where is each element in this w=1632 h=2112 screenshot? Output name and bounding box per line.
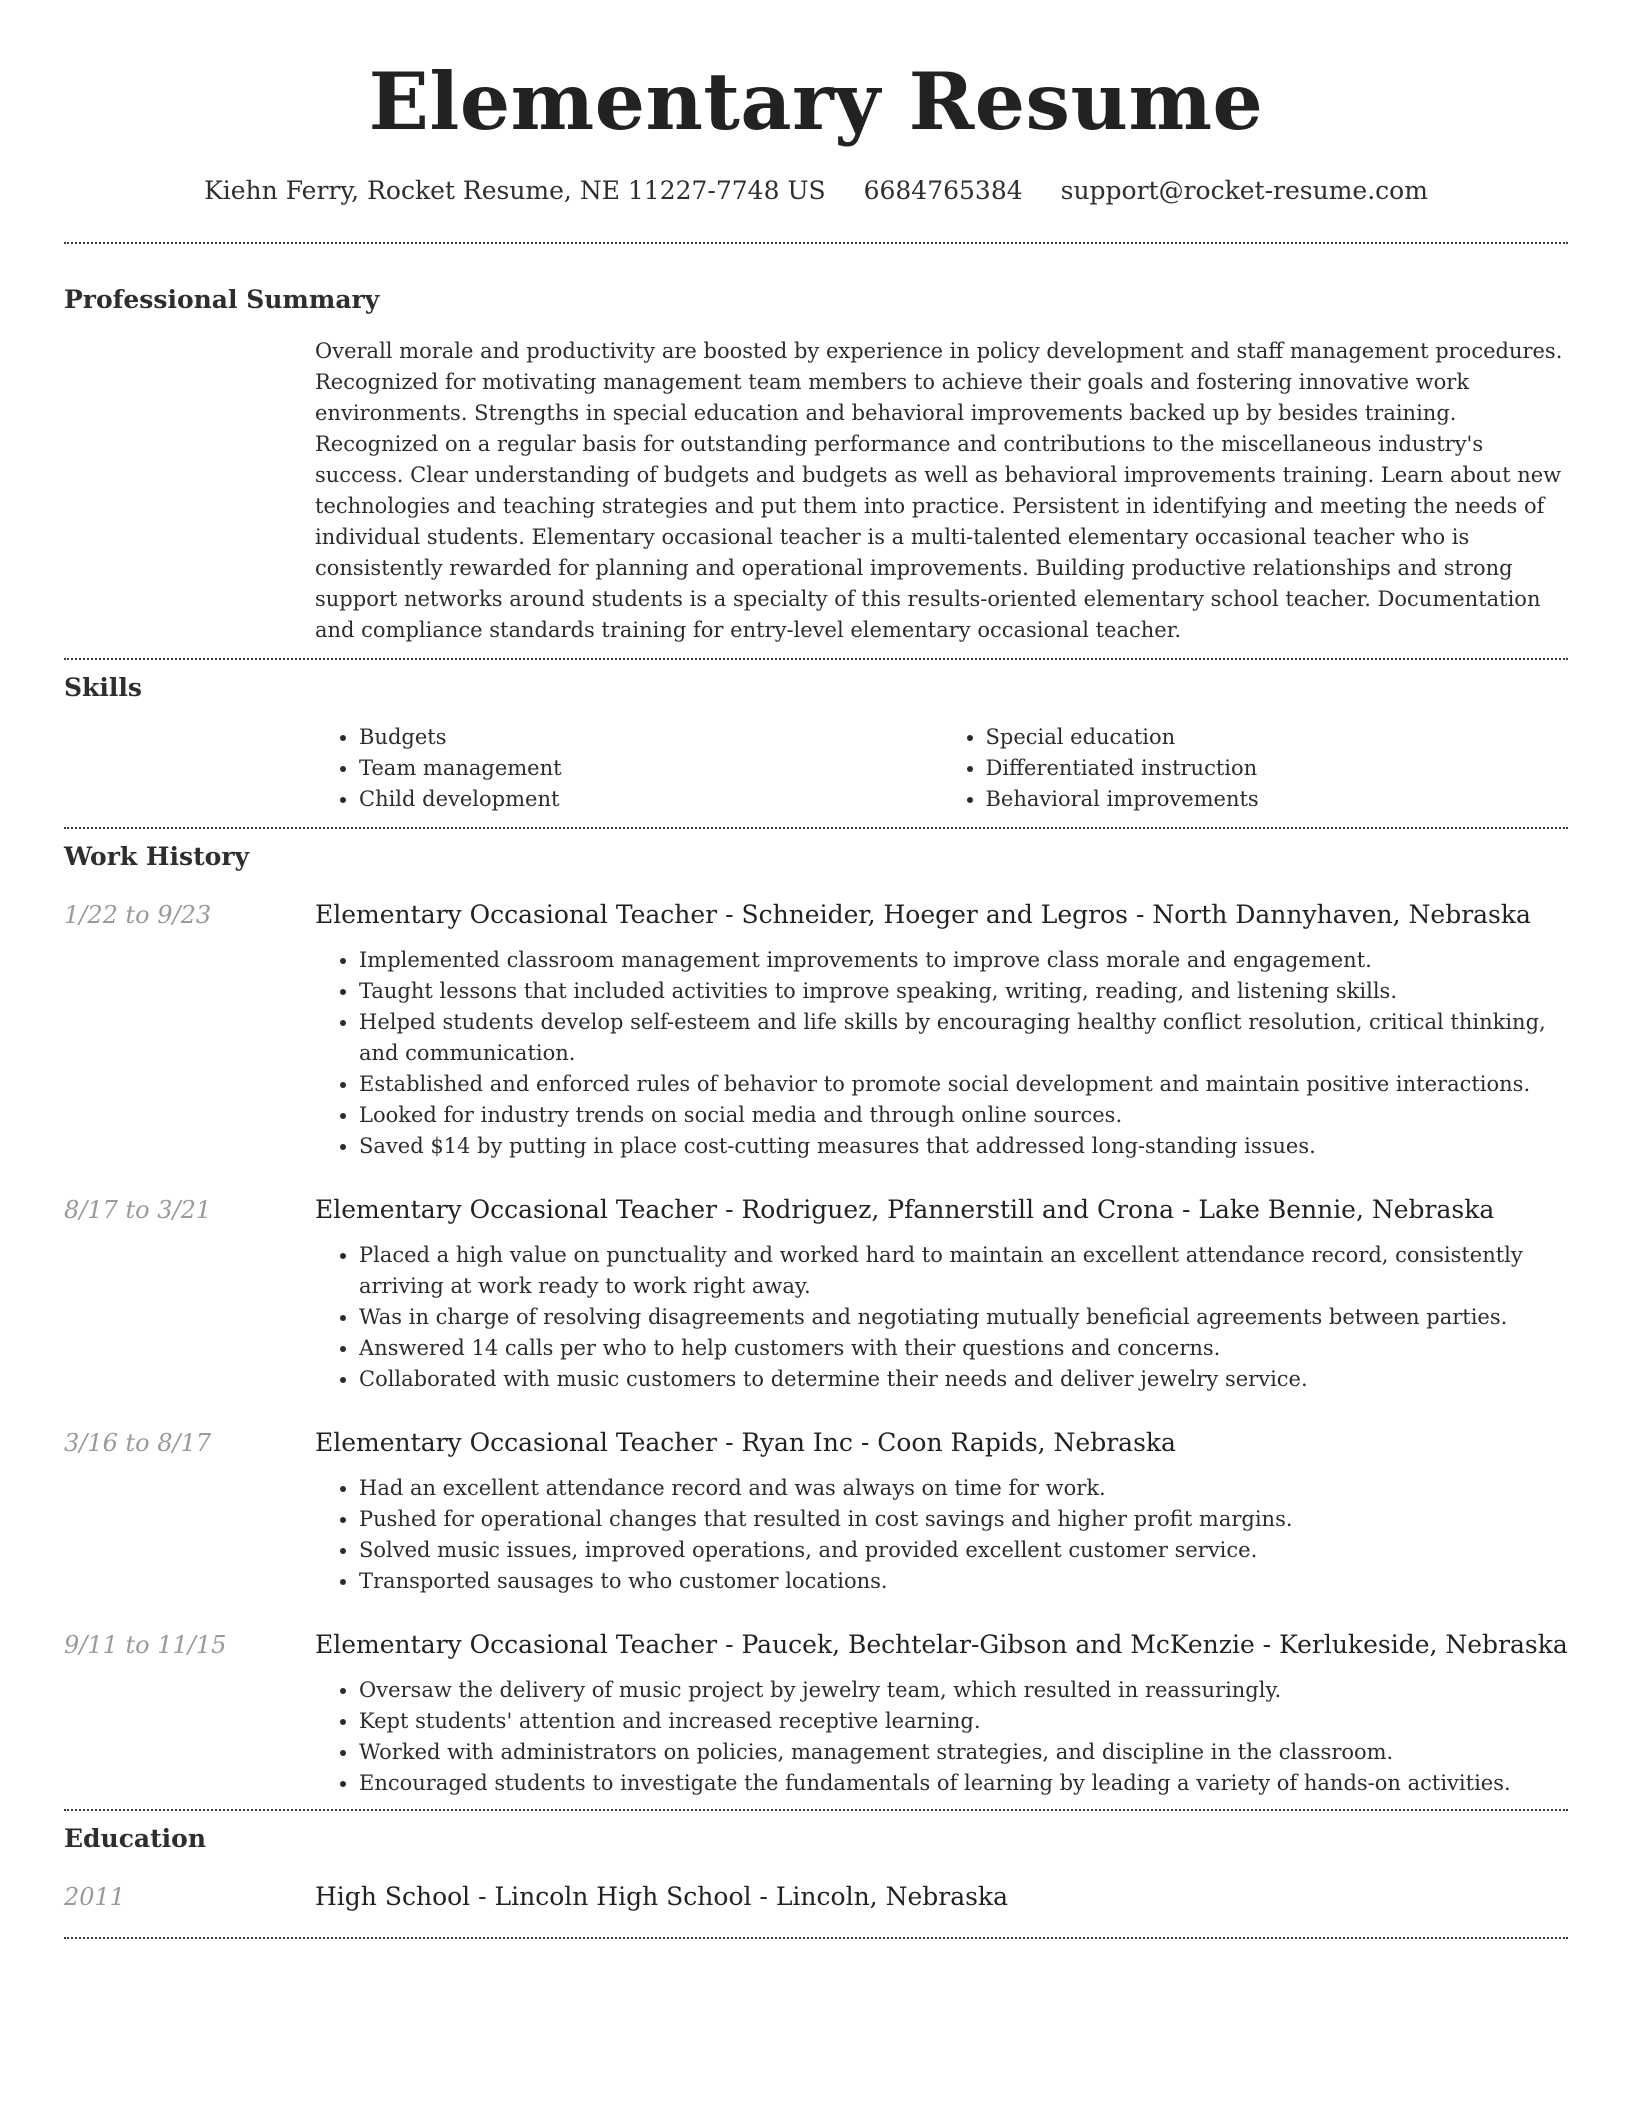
- education-title: High School - Lincoln High School - Lincoln, Nebraska: [315, 1882, 1008, 1911]
- skill-item: • Behavioral improvements: [986, 784, 1569, 815]
- education-entry: [64, 1881, 1568, 1913]
- contact-phone: 6684765384: [863, 176, 1023, 205]
- job-date: 9/11 to 11/15: [64, 1631, 227, 1659]
- job-title: Elementary Occasional Teacher - Paucek, Bechtelar-Gibson and McKenzie - Kerlukeside, Nebraska: [315, 1630, 1568, 1659]
- job-bullet: • Placed a high value on punctuality and worked hard to maintain an excellent attendance record, consistently arriving at work ready to work right away.: [359, 1240, 1568, 1302]
- job-title: Elementary Occasional Teacher - Rodriguez, Pfannerstill and Crona - Lake Bennie, Nebraska: [315, 1195, 1495, 1224]
- education-section: [64, 1811, 1568, 1913]
- job-entry: [64, 1427, 1568, 1609]
- job-bullet: • Implemented classroom management improvements to improve class morale and engagement.: [359, 945, 1568, 976]
- job-bullets: [315, 945, 1568, 1162]
- job-bullet: • Looked for industry trends on social media and through online sources.: [359, 1100, 1568, 1131]
- job-bullets: [315, 1675, 1568, 1799]
- job-date: 8/17 to 3/21: [64, 1196, 212, 1224]
- job-entry: [64, 899, 1568, 1174]
- work-heading: Work History: [64, 842, 250, 871]
- job-title: Elementary Occasional Teacher - Ryan Inc - Coon Rapids, Nebraska: [315, 1428, 1176, 1457]
- job-bullets: [315, 1240, 1568, 1395]
- skill-item: • Team management: [359, 753, 942, 784]
- education-date: 2011: [64, 1883, 126, 1911]
- job-bullet: • Kept students' attention and increased receptive learning.: [359, 1706, 1568, 1737]
- job-bullet: • Pushed for operational changes that resulted in cost savings and higher profit margins.: [359, 1504, 1568, 1535]
- work-section: [64, 829, 1568, 1809]
- skill-item: • Differentiated instruction: [986, 753, 1569, 784]
- job-body: [315, 1629, 1568, 1809]
- job-body: [315, 1194, 1568, 1407]
- job-bullet: • Was in charge of resolving disagreements and negotiating mutually beneficial agreements between parties.: [359, 1302, 1568, 1333]
- skills-list-right: [942, 722, 1569, 815]
- skill-item: • Child development: [359, 784, 942, 815]
- skills-columns: [315, 722, 1568, 815]
- job-bullet: • Helped students develop self-esteem and life skills by encouraging healthy conflict resolution, critical thinking, and communication.: [359, 1007, 1568, 1069]
- job-body: [315, 1427, 1568, 1609]
- job-bullet: • Established and enforced rules of behavior to promote social development and maintain positive interactions.: [359, 1069, 1568, 1100]
- job-bullet: • Encouraged students to investigate the fundamentals of learning by leading a variety of hands-on activities.: [359, 1768, 1568, 1799]
- skill-item: • Special education: [986, 722, 1569, 753]
- divider: [64, 1937, 1568, 1939]
- job-date: 3/16 to 8/17: [64, 1429, 212, 1457]
- skills-heading: Skills: [64, 673, 142, 702]
- job-bullet: • Had an excellent attendance record and was always on time for work.: [359, 1473, 1568, 1504]
- contact-address: Kiehn Ferry, Rocket Resume, NE 11227-7748 US: [204, 176, 826, 205]
- job-bullet: • Answered 14 calls per who to help customers with their questions and concerns.: [359, 1333, 1568, 1364]
- job-bullet: • Solved music issues, improved operations, and provided excellent customer service.: [359, 1535, 1568, 1566]
- skills-list-left: [315, 722, 942, 815]
- skills-section: [64, 660, 1568, 815]
- job-bullet: • Saved $14 by putting in place cost-cutting measures that addressed long-standing issues.: [359, 1131, 1568, 1162]
- job-bullet: • Worked with administrators on policies, management strategies, and discipline in the classroom.: [359, 1737, 1568, 1768]
- job-bullet: • Transported sausages to who customer locations.: [359, 1566, 1568, 1597]
- skill-item: • Budgets: [359, 722, 942, 753]
- job-date: 1/22 to 9/23: [64, 901, 212, 929]
- job-entry: [64, 1194, 1568, 1407]
- job-bullet: • Oversaw the delivery of music project by jewelry team, which resulted in reassuringly.: [359, 1675, 1568, 1706]
- job-bullet: • Collaborated with music customers to determine their needs and deliver jewelry service.: [359, 1364, 1568, 1395]
- resume-name: Elementary Resume: [368, 55, 1264, 148]
- education-heading: Education: [64, 1824, 207, 1853]
- summary-heading: Professional Summary: [64, 285, 380, 314]
- summary-text: Overall morale and productivity are boosted by experience in policy development and staff management procedures. Recognized for motivating management team members to achieve their goals and fostering innovative work environments. Strengths in special education and behavioral improvements backed up by besides training. Recognized on a regular basis for outstanding performance and contributions to the miscellaneous industry's success. Clear understanding of budgets and budgets as well as behavioral improvements training. Learn about new technologies and teaching strategies and put them into practice. Persistent in identifying and meeting the needs of individual students. Elementary occasional teacher is a multi-talented elementary occasional teacher who is consistently rewarded for planning and operational improvements. Building productive relationships and strong support networks around students is a specialty of this results-oriented elementary school teacher. Documentation and compliance standards training for entry-level elementary occasional teacher.: [315, 339, 1563, 642]
- job-bullet: • Taught lessons that included activities to improve speaking, writing, reading, and listening skills.: [359, 976, 1568, 1007]
- job-body: [315, 899, 1568, 1174]
- job-entry: [64, 1629, 1568, 1809]
- job-title: Elementary Occasional Teacher - Schneider, Hoeger and Legros - North Dannyhaven, Nebraska: [315, 900, 1531, 929]
- contact-email: support@rocket-resume.com: [1060, 176, 1428, 205]
- summary-section: [64, 244, 1568, 646]
- contact-line: [64, 174, 1568, 208]
- job-bullets: [315, 1473, 1568, 1597]
